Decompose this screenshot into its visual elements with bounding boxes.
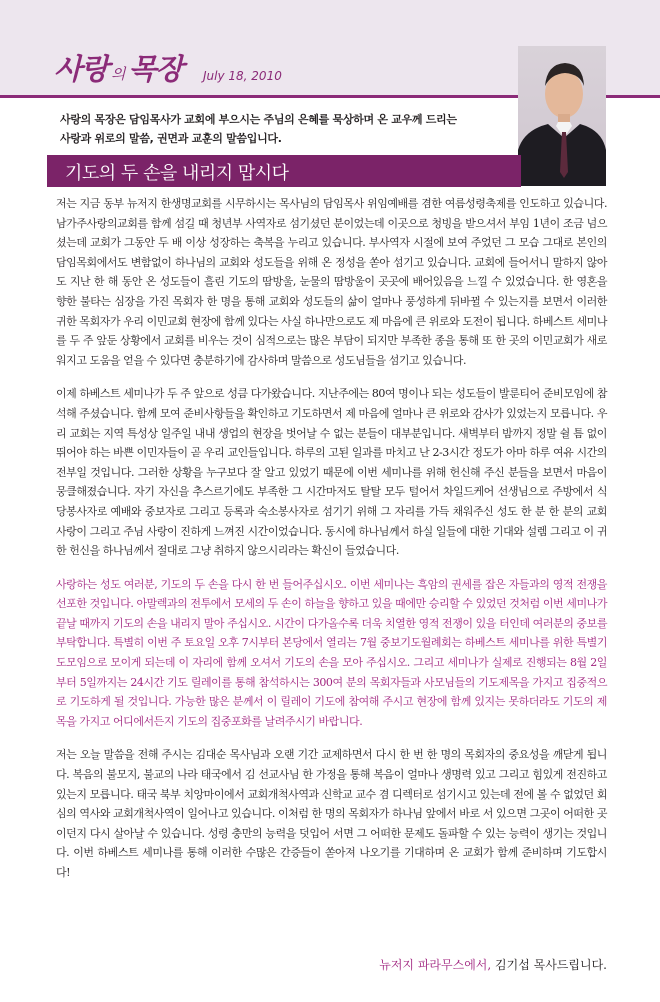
article-title-bar xyxy=(47,155,521,187)
intro-line-1: 사랑의 목장은 담임목사가 교회에 부으시는 주님의 은혜를 묵상하며 온 교우께 드리는 xyxy=(60,113,457,126)
masthead-title-part1: 사랑 xyxy=(54,52,109,86)
article-paragraph: 저는 오늘 말씀을 전해 주시는 김대순 목사님과 오랜 기간 교제하면서 다시 한 번 한 명의 목회자의 중요성을 깨닫게 됩니다. 복음의 불모지, 불교의 나라 태국에서 김 선교사님 한 가정을 통해 복음이 얼마나 생명력 있고 그리고 힘있게 전진하고 있는지 모릅니다. 태국 북부 치앙마이에서 교회개척사역과 신학교 교수 겸 디렉터로 섬기시고 있는데 전에 볼 수 없었던 회심의 역사와 교회개척사역이 일어나고 있습니다. 이처럼 한 명의 목회자가 하나님 앞에서 바로 서 있으면 그곳이 어떠한 곳이던지 다시 살아날 수 있습니다. 성령 충만의 능력을 덧입어 서면 그 어떠한 문제도 돌파할 수 있는 능력이 생기는 것입니다. 이번 하베스트 세미나를 통해 이러한 수많은 간증들이 쏟아져 나오기를 기대하며 온 교회가 함께 준비하며 기도합시다! xyxy=(56,748,607,879)
signature-name: 김기섭 목사드립니다. xyxy=(495,958,607,972)
pastor-portrait xyxy=(518,46,606,186)
intro-line-2: 사랑과 위로의 말씀, 권면과 교훈의 말씀입니다. xyxy=(60,132,282,145)
article-paragraph: 이제 하베스트 세미나가 두 주 앞으로 성큼 다가왔습니다. 지난주에는 80여 명이나 되는 성도들이 발룬티어 준비모임에 참석해 주셨습니다. 함께 모여 준비사항들을 확인하고 기도하면서 제 마음에 얼마나 큰 위로와 감사가 있었는지 모릅니다. 우리 교회는 지역 특성상 일주일 내내 생업의 현장을 벗어날 수 없는 분들이 대부분입니다. 새벽부터 밤까지 정말 쉴 틈 없이 뛰어야 하는 바쁜 이민자들이 곧 우리 교인들입니다. 하루의 고된 일과를 마치고 난 2-3시간 정도가 아마 하루 여유 시간의 전부일 것입니다. 그러한 상황을 누구보다 잘 알고 있었기 때문에 이번 세미나를 위해 헌신해 주신 분들을 보면서 마음이 뭉클해졌습니다. 자기 자신을 추스르기에도 부족한 그 시간마저도 탈탈 모두 털어서 차일드케어 선생님으로 주방에서 식당봉사자로 예배와 중보자로 그리고 등록과 숙소봉사자로 섬기기 위해 그 자리를 가득 채워주신 성도 한 분 한 분의 교회 사랑이 그리고 주님 사랑이 진하게 느껴진 시간이었습니다. 동시에 하나님께서 하실 일들에 대한 기대와 설렘 그리고 이 귀한 헌신을 하나님께서 절대로 그냥 취하지 않으시리라는 확신이 들었습니다. xyxy=(56,387,607,558)
issue-date: July 18, 2010 xyxy=(203,69,282,83)
article-body xyxy=(56,194,607,897)
masthead-title-part2: 의 xyxy=(111,65,126,83)
article-paragraph-highlight: 사랑하는 성도 여러분, 기도의 두 손을 다시 한 번 들어주십시오. 이번 세미나는 흑암의 권세를 잡은 자들과의 영적 전쟁을 선포한 것입니다. 아말렉과의 전투에서 모세의 두 손이 하늘을 향하고 있을 때에만 승리할 수 있었던 것처럼 이번 세미나가 끝날 때까지 기도의 손을 내리지 말아 주십시오. 시간이 다가올수록 더욱 치열한 영적 전쟁이 있을 터인데 여러분의 중보를 부탁합니다. 특별히 이번 주 토요일 오후 7시부터 본당에서 열리는 7월 중보기도월례회는 하베스트 세미나를 위한 특별기도모임으로 모이게 되는데 이 자리에 함께 오셔서 기도의 손을 모아 주십시오. 그리고 세미나가 실제로 진행되는 8월 2일부터 5일까지는 24시간 기도 릴레이를 통해 참석하시는 300여 분의 목회자들과 사모님들의 기도제목을 가지고 집중적으로 기도하게 될 것입니다. 가능한 많은 분께서 이 릴레이 기도에 참여해 주시고 현장에 함께 있지는 못하더라도 기도의 제목을 가지고 어디에서든지 기도의 집중포화를 날려주시기 바랍니다. xyxy=(56,577,607,728)
masthead-title-part3: 목장 xyxy=(128,52,183,86)
article-paragraph: 저는 지금 동부 뉴저지 한생명교회를 시무하시는 목사님의 담임목사 위임예배를 겸한 여름성령축제를 인도하고 있습니다. 남가주사랑의교회를 함께 섬길 때 청년부 사역자로 섬기셨던 분이었는데 이곳으로 청빙을 받으셔서 부임 1년이 조금 넘으셨는데 교회가 그동안 두 배 이상 성장하는 축복을 누리고 있습니다. 부사역자 시절에 보여 주었던 그 모습 그대로 본인의 담임목회에서도 변함없이 하나님의 교회와 성도들을 위해 온 정성을 쏟아 섬기고 있습니다. 교회에 들어서니 말하지 않아도 지난 한 해 동안 온 성도들이 흘린 기도의 땀방울, 눈물의 땀방울이 곳곳에 배어있음을 느낄 수 있었습니다. 한 영혼을 향한 불타는 심장을 가진 목회자 한 명을 통해 교회와 성도들의 삶이 얼마나 풍성하게 뒤바뀔 수 있는지를 보면서 이러한 귀한 목회자가 우리 이민교회 현장에 함께 있다는 사실 하나만으로도 제 마음에 큰 위로와 도전이 됩니다. 하베스트 세미나를 두 주 앞둔 상황에서 교회를 비우는 것이 심적으로는 많은 부담이 되지만 부족한 종을 통해 또 한 곳의 이민교회가 새로워지고 도움을 얻을 수 있다면 충분하기에 감사하며 말씀으로 성도님들을 섬기고 있습니다. xyxy=(56,197,607,367)
pastor-portrait-image xyxy=(518,46,606,186)
article-title: 기도의 두 손을 내리지 맙시다 xyxy=(65,163,289,184)
column-masthead xyxy=(54,47,183,88)
column-intro xyxy=(60,110,500,148)
signature xyxy=(379,956,607,973)
signature-place: 뉴저지 파라무스에서, xyxy=(379,958,492,972)
